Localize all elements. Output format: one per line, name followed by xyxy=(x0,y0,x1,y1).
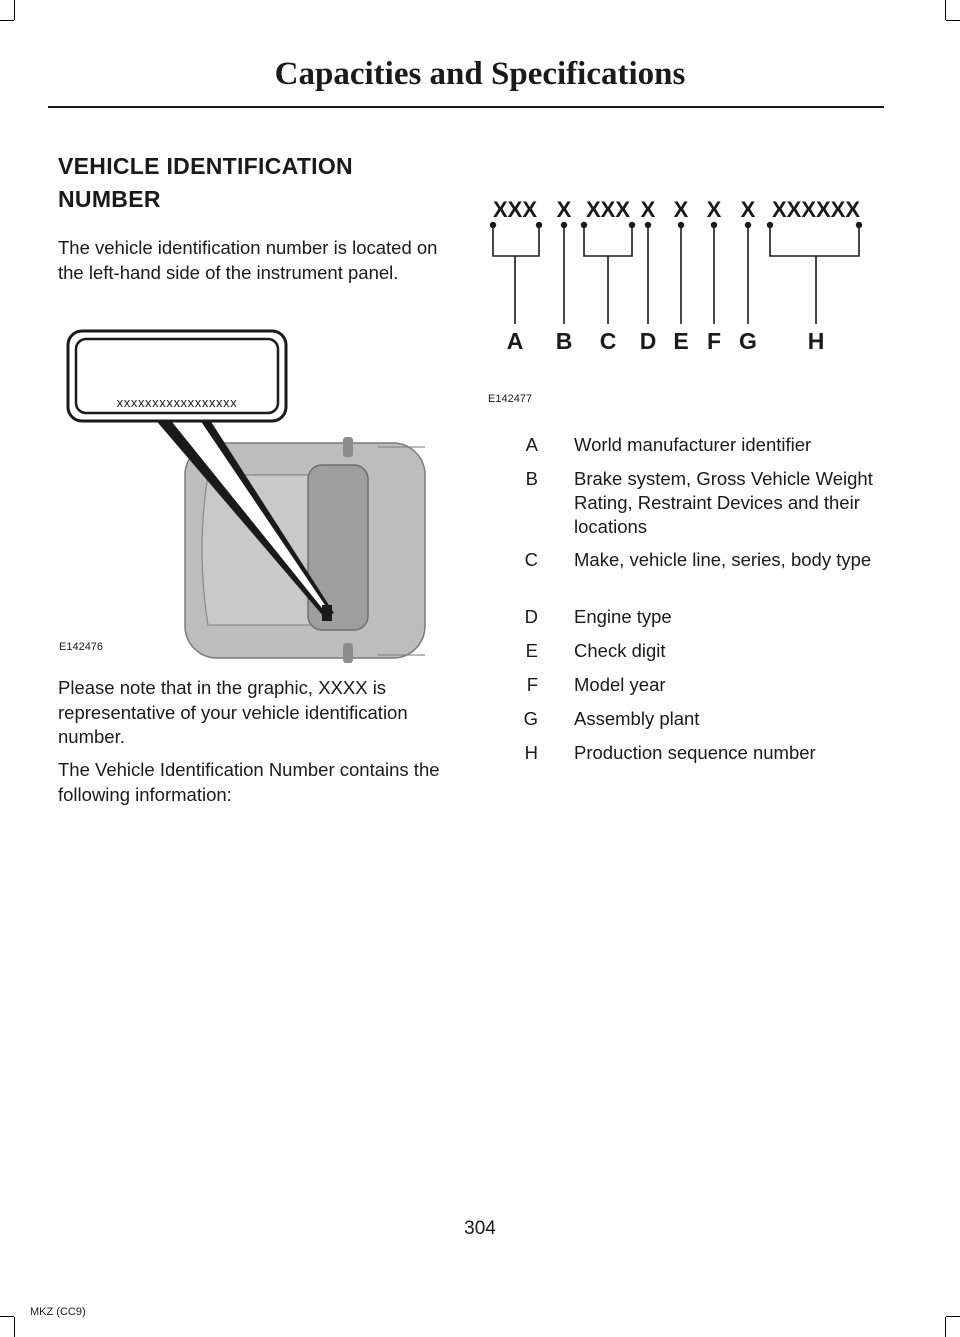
legend-text: Make, vehicle line, series, body type xyxy=(574,549,872,570)
legend-text: Brake system, Gross Vehicle Weight Rating, Restraint Devices and their locations xyxy=(574,468,873,537)
vin-group-f: X xyxy=(706,197,722,222)
contains-paragraph: The Vehicle Identification Number contains the following information: xyxy=(58,759,440,805)
crop-mark xyxy=(14,1317,15,1337)
crop-mark xyxy=(945,0,946,20)
crop-mark xyxy=(946,1316,960,1317)
vin-group-c: XXX xyxy=(585,197,631,222)
figure-code: E142476 xyxy=(59,641,104,653)
header-rule xyxy=(48,106,884,108)
vin-breakdown-diagram xyxy=(480,190,880,360)
bracket-a xyxy=(493,225,539,324)
figure-code: E142477 xyxy=(488,393,533,405)
vin-group-h: XXXXXX xyxy=(771,197,861,222)
vin-group-d: X xyxy=(640,197,656,222)
legend-text: Assembly plant xyxy=(574,708,700,729)
legend-key: G xyxy=(523,708,538,729)
vin-group-g: X xyxy=(740,197,756,222)
legend-key: E xyxy=(525,640,538,661)
legend-text: Engine type xyxy=(574,606,672,627)
legend-key: B xyxy=(525,468,538,489)
mirror-shape xyxy=(343,643,353,663)
legend-text: Production sequence number xyxy=(574,742,816,763)
bracket-c xyxy=(584,225,632,324)
label-d: D xyxy=(639,328,657,354)
legend-key: H xyxy=(524,742,538,763)
legend-text: World manufacturer identifier xyxy=(574,434,812,455)
vin-location-illustration xyxy=(58,325,428,665)
car-hood-shape xyxy=(202,475,320,625)
mirror-shape xyxy=(343,437,353,457)
bracket-h xyxy=(770,225,859,324)
vin-group-e: X xyxy=(673,197,689,222)
label-c: C xyxy=(599,328,617,354)
label-e: E xyxy=(673,328,689,354)
crop-mark xyxy=(0,20,14,21)
label-h: H xyxy=(807,328,825,354)
note-paragraph: Please note that in the graphic, XXXX is representative of your vehicle identification number. xyxy=(58,677,408,747)
legend-key: F xyxy=(526,674,538,695)
vin-group-a: XXX xyxy=(492,197,538,222)
section-heading: VEHICLE IDENTIFICATION NUMBER xyxy=(58,153,353,212)
label-g: G xyxy=(739,328,757,354)
crop-mark xyxy=(14,0,15,20)
label-f: F xyxy=(706,328,722,354)
crop-mark xyxy=(0,1316,14,1317)
label-b: B xyxy=(555,328,573,354)
vin-plate-text: XXXXXXXXXXXXXXXXX xyxy=(116,395,238,410)
crop-mark xyxy=(945,1317,946,1337)
crop-mark xyxy=(946,20,960,21)
label-a: A xyxy=(506,328,524,354)
legend-text: Check digit xyxy=(574,640,666,661)
legend-key: A xyxy=(525,434,538,455)
legend-key: C xyxy=(524,549,538,570)
legend-text: Model year xyxy=(574,674,666,695)
page-number: 304 xyxy=(464,1218,496,1239)
footer-model: MKZ (CC9) xyxy=(30,1306,86,1318)
page-title: Capacities and Specifications xyxy=(274,56,686,92)
intro-paragraph: The vehicle identification number is located on the left-hand side of the instrument panel. xyxy=(58,237,438,283)
legend-key: D xyxy=(524,606,538,627)
vin-group-b: X xyxy=(556,197,572,222)
vin-plate-marker xyxy=(322,605,332,621)
